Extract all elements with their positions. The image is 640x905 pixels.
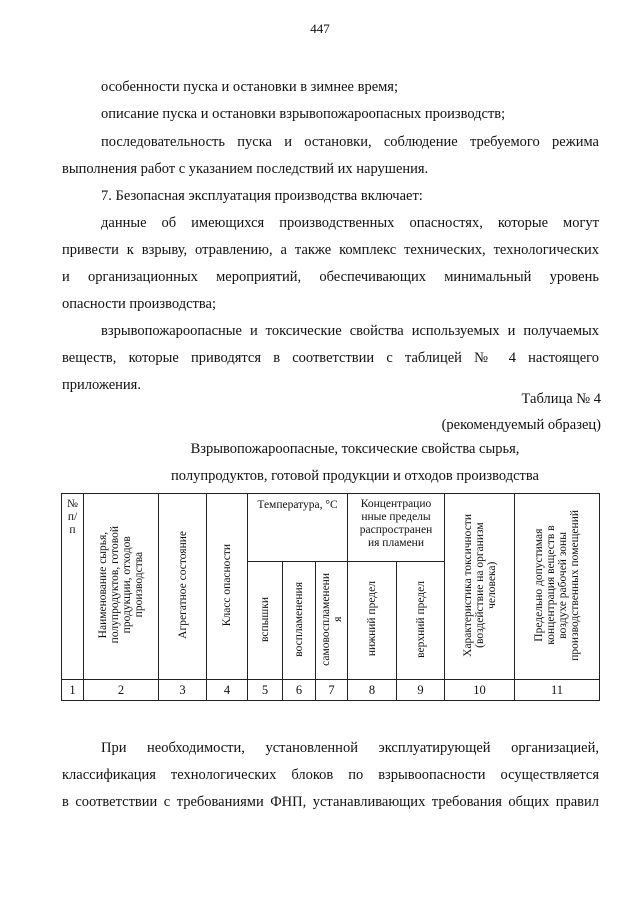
column-number: 7: [316, 680, 348, 701]
column-number: 10: [445, 680, 515, 701]
paragraph-line: веществ, которые приводятся в соответствии с таблицей № 4 настоящего: [62, 350, 599, 366]
column-number: 11: [515, 680, 600, 701]
column-number: 9: [397, 680, 445, 701]
paragraph-line: привести к взрыву, отравлению, а также комплекс технических, технологических: [62, 242, 599, 258]
paragraph-line: опасности производства;: [62, 296, 217, 312]
page-number: 447: [310, 21, 330, 36]
paragraph-line: При необходимости, установленной эксплуатирующей организацией,: [101, 740, 599, 756]
column-number: 8: [348, 680, 397, 701]
paragraph-line: описание пуска и остановки взрывопожароопасных производств;: [101, 106, 506, 122]
paragraph-line: приложения.: [62, 377, 141, 393]
column-number: 5: [248, 680, 283, 701]
header-lower-limit: нижний предел: [348, 562, 397, 680]
paragraph-line: особенности пуска и остановки в зимнее время;: [101, 79, 399, 95]
column-number: 4: [207, 680, 248, 701]
header-hazard-class: Класс опасности: [207, 494, 248, 680]
table-label: Таблица № 4: [521, 391, 601, 407]
column-number: 1: [62, 680, 84, 701]
paragraph-line: в соответствии с требованиями ФНП, устанавливающих требования общих правил: [62, 794, 599, 810]
column-number: 3: [159, 680, 207, 701]
paragraph-line: и организационных мероприятий, обеспечивающих минимальный уровень: [62, 269, 599, 285]
header-autoignition: самовоспламенени я: [316, 562, 348, 680]
header-flash: вспышки: [248, 562, 283, 680]
column-number: 6: [283, 680, 316, 701]
header-temperature: Температура, °С: [248, 494, 348, 562]
header-upper-limit: верхний предел: [397, 562, 445, 680]
header-toxicity: Характеристика токсичности (воздействие на организм человека): [445, 494, 515, 680]
column-number: 2: [84, 680, 159, 701]
header-state: Агрегатное состояние: [159, 494, 207, 680]
table-caption-line-2: полупродуктов, готовой продукции и отходов производства: [171, 468, 539, 484]
table-caption: Взрывопожароопасные, токсические свойства сырья,: [190, 441, 520, 457]
header-mac: Предельно допустимая концентрация веществ в воздухе рабочей зоны производственных помещений: [515, 494, 600, 680]
table-row: [62, 680, 600, 701]
paragraph-line: выполнения работ с указанием последствий их нарушения.: [62, 161, 429, 177]
table-sample-note: (рекомендуемый образец): [441, 417, 601, 433]
paragraph-line: 7. Безопасная эксплуатация производства включает:: [101, 188, 423, 204]
paragraph-line: данные об имеющихся производственных опасностях, которые могут: [101, 215, 599, 231]
header-ignition: воспламенения: [283, 562, 316, 680]
properties-table: [61, 493, 600, 701]
header-name: Наименование сырья, полупродуктов, готовой продукции, отходов производства: [84, 494, 159, 680]
header-num: № п/ п: [62, 494, 84, 680]
header-flame-limits: Концентрацио нные пределы распространен ия пламени: [348, 494, 445, 562]
paragraph-line: взрывопожароопасные и токсические свойства используемых и получаемых: [101, 323, 599, 339]
paragraph-line: классификация технологических блоков по взрывоопасности осуществляется: [62, 767, 599, 783]
paragraph-line: последовательность пуска и остановки, соблюдение требуемого режима: [101, 134, 599, 150]
